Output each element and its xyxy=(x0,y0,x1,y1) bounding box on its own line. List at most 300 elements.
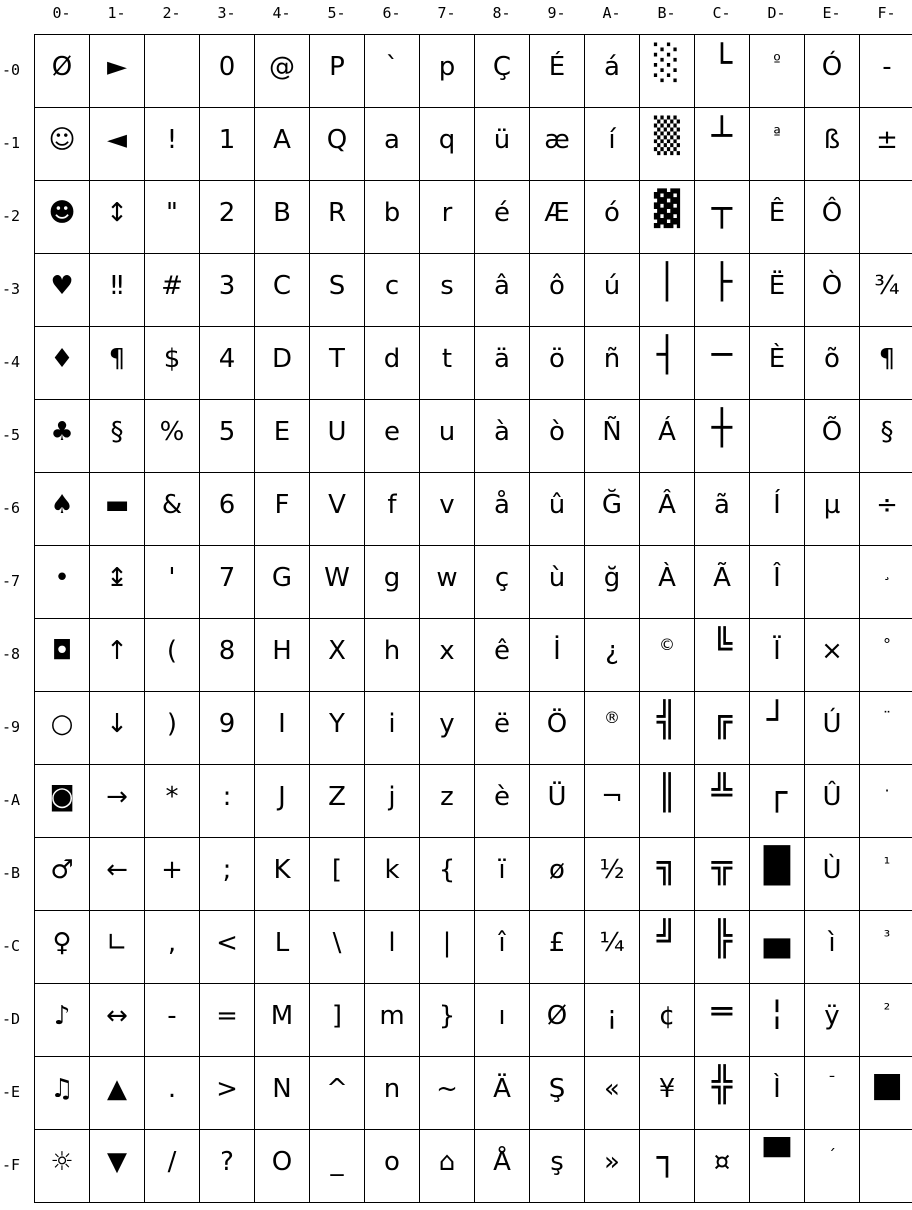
char-cell xyxy=(365,692,420,765)
char-cell xyxy=(145,911,200,984)
char-cell xyxy=(860,1130,912,1203)
char-cell xyxy=(640,35,695,108)
char-cell xyxy=(585,1130,640,1203)
char-cell xyxy=(310,765,365,838)
char-cell xyxy=(695,546,750,619)
char-cell xyxy=(420,400,475,473)
char-cell xyxy=(530,765,585,838)
column-header: 1- xyxy=(107,4,126,22)
char-glyph: Ë xyxy=(768,271,786,301)
char-glyph: ÿ xyxy=(824,1001,840,1031)
char-glyph: ı xyxy=(498,1001,506,1031)
char-glyph: ─ xyxy=(711,335,733,375)
char-glyph: ╠ xyxy=(711,919,733,959)
char-glyph: ± xyxy=(876,125,898,155)
char-cell xyxy=(805,692,860,765)
char-glyph: ☺ xyxy=(48,125,76,155)
char-glyph: µ xyxy=(823,490,841,520)
char-glyph: ♠ xyxy=(50,490,74,520)
char-glyph: © xyxy=(659,635,675,654)
char-cell xyxy=(585,1057,640,1130)
char-glyph: Ò xyxy=(821,271,843,301)
char-glyph: ↑ xyxy=(106,636,128,666)
char-cell xyxy=(420,473,475,546)
char-cell xyxy=(310,838,365,911)
char-cell xyxy=(585,911,640,984)
char-glyph: § xyxy=(110,417,124,447)
char-glyph: ┌ xyxy=(766,773,788,813)
char-glyph: ◄ xyxy=(107,125,127,155)
char-cell xyxy=(585,984,640,1057)
char-cell xyxy=(750,838,805,911)
char-glyph: ╬ xyxy=(711,1065,733,1105)
char-glyph: | xyxy=(442,928,452,958)
char-cell xyxy=(860,911,912,984)
char-glyph: ú xyxy=(603,271,621,301)
char-glyph: Ö xyxy=(546,709,568,739)
char-cell xyxy=(255,181,310,254)
char-cell xyxy=(475,911,530,984)
char-glyph: Æ xyxy=(544,198,570,228)
char-glyph: s xyxy=(440,271,454,301)
char-cell xyxy=(695,327,750,400)
column-header: 0- xyxy=(52,4,71,22)
char-cell xyxy=(475,400,530,473)
char-glyph: Ì xyxy=(773,1074,781,1104)
char-cell xyxy=(35,1130,90,1203)
char-glyph: À xyxy=(658,563,676,593)
char-cell xyxy=(695,619,750,692)
row-header: -8 xyxy=(2,645,21,663)
char-glyph: Ã xyxy=(713,563,731,593)
char-cell xyxy=(200,911,255,984)
char-glyph: J xyxy=(278,782,286,812)
char-cell xyxy=(750,984,805,1057)
char-cell xyxy=(585,619,640,692)
char-cell xyxy=(805,108,860,181)
char-glyph: r xyxy=(441,198,453,228)
char-glyph: ○ xyxy=(50,709,74,739)
char-cell xyxy=(530,1057,585,1130)
char-cell xyxy=(530,473,585,546)
char-cell xyxy=(805,619,860,692)
char-glyph: ° xyxy=(883,635,891,654)
char-cell xyxy=(255,473,310,546)
char-glyph: ¦ xyxy=(771,992,783,1032)
char-glyph: * xyxy=(165,782,179,812)
char-glyph: P xyxy=(329,52,345,82)
char-glyph: ä xyxy=(494,344,510,374)
char-glyph: b xyxy=(383,198,401,228)
char-glyph: D xyxy=(271,344,293,374)
char-cell xyxy=(90,1057,145,1130)
char-glyph: ª xyxy=(773,124,781,143)
char-glyph: ∟ xyxy=(106,928,128,958)
char-cell xyxy=(640,546,695,619)
char-cell xyxy=(145,35,200,108)
char-glyph: [ xyxy=(331,855,343,885)
char-glyph: 1 xyxy=(218,125,236,155)
char-cell xyxy=(805,838,860,911)
char-cell xyxy=(200,254,255,327)
char-glyph: % xyxy=(159,417,185,447)
char-glyph: İ xyxy=(553,636,561,666)
char-glyph: ¸ xyxy=(883,562,891,581)
char-cell xyxy=(255,327,310,400)
char-cell xyxy=(145,181,200,254)
char-glyph: 3 xyxy=(218,271,236,301)
char-glyph: W xyxy=(324,563,350,593)
char-glyph: » xyxy=(604,1147,620,1177)
row-header: -F xyxy=(2,1156,21,1174)
char-cell xyxy=(695,1057,750,1130)
char-cell xyxy=(475,619,530,692)
char-glyph: 2 xyxy=(218,198,236,228)
char-cell xyxy=(200,35,255,108)
char-cell xyxy=(805,473,860,546)
char-cell xyxy=(145,838,200,911)
char-cell xyxy=(695,400,750,473)
char-glyph: i xyxy=(388,709,396,739)
char-cell xyxy=(90,254,145,327)
char-cell xyxy=(475,984,530,1057)
char-cell xyxy=(35,327,90,400)
char-cell xyxy=(200,1057,255,1130)
char-cell xyxy=(475,1130,530,1203)
char-glyph: 8 xyxy=(218,636,236,666)
char-glyph: ═ xyxy=(711,992,733,1032)
char-glyph: ╗ xyxy=(656,846,678,886)
char-cell xyxy=(530,619,585,692)
char-cell xyxy=(365,327,420,400)
char-glyph: ♫ xyxy=(50,1074,74,1104)
char-cell xyxy=(35,984,90,1057)
char-glyph: ¼ xyxy=(599,928,625,958)
char-glyph: ¬ xyxy=(601,782,623,812)
column-header: F- xyxy=(877,4,896,22)
char-glyph: Ä xyxy=(493,1074,511,1104)
column-header: 8- xyxy=(492,4,511,22)
char-glyph: ^ xyxy=(326,1074,348,1104)
char-cell xyxy=(750,911,805,984)
row-header: -6 xyxy=(2,499,21,517)
char-cell xyxy=(200,108,255,181)
char-cell xyxy=(365,911,420,984)
char-glyph: ┬ xyxy=(711,189,733,229)
char-cell xyxy=(420,838,475,911)
row-header: -A xyxy=(2,791,21,809)
char-glyph: ² xyxy=(883,1000,891,1019)
char-cell xyxy=(475,1057,530,1130)
char-glyph: ╦ xyxy=(711,846,733,886)
char-glyph: N xyxy=(272,1074,292,1104)
char-cell xyxy=(805,911,860,984)
char-cell xyxy=(420,1130,475,1203)
char-glyph: Ï xyxy=(773,636,781,666)
char-glyph: • xyxy=(54,563,70,593)
char-cell xyxy=(860,181,912,254)
char-glyph: ! xyxy=(166,125,178,155)
char-cell xyxy=(255,1130,310,1203)
char-cell xyxy=(640,108,695,181)
char-glyph: ù xyxy=(548,563,566,593)
char-cell xyxy=(585,473,640,546)
char-glyph: a xyxy=(384,125,400,155)
char-glyph: ⌂ xyxy=(438,1147,456,1177)
char-glyph: ? xyxy=(220,1147,234,1177)
char-cell xyxy=(255,400,310,473)
char-glyph: ‼ xyxy=(110,271,124,301)
row-header: -B xyxy=(2,864,21,882)
char-glyph: Y xyxy=(329,709,345,739)
char-cell xyxy=(255,765,310,838)
char-cell xyxy=(145,619,200,692)
column-header: C- xyxy=(712,4,731,22)
char-cell xyxy=(365,838,420,911)
char-cell xyxy=(90,35,145,108)
char-glyph: ` xyxy=(385,52,399,82)
char-cell xyxy=(310,473,365,546)
char-glyph: █ xyxy=(763,846,791,886)
char-cell xyxy=(585,838,640,911)
char-cell xyxy=(585,765,640,838)
char-cell xyxy=(750,546,805,619)
char-glyph: ┴ xyxy=(711,116,733,156)
char-glyph: Ü xyxy=(547,782,567,812)
char-glyph: ç xyxy=(494,563,510,593)
char-cell xyxy=(585,108,640,181)
char-cell xyxy=(35,838,90,911)
row-header: -3 xyxy=(2,280,21,298)
char-cell xyxy=(805,254,860,327)
char-glyph: R xyxy=(327,198,347,228)
char-glyph: â xyxy=(494,271,510,301)
char-glyph: k xyxy=(384,855,400,885)
char-cell xyxy=(90,765,145,838)
char-cell xyxy=(805,1130,860,1203)
char-cell xyxy=(365,400,420,473)
char-glyph: 9 xyxy=(218,709,236,739)
char-cell xyxy=(90,838,145,911)
char-cell xyxy=(530,254,585,327)
char-cell xyxy=(145,327,200,400)
char-cell xyxy=(200,765,255,838)
char-cell xyxy=(695,692,750,765)
char-cell xyxy=(310,619,365,692)
char-cell xyxy=(145,1130,200,1203)
char-glyph: → xyxy=(106,782,128,812)
char-glyph: , xyxy=(167,928,177,958)
char-glyph: - xyxy=(882,52,892,82)
char-cell xyxy=(805,1057,860,1130)
char-cell xyxy=(640,619,695,692)
char-glyph: O xyxy=(271,1147,293,1177)
char-cell xyxy=(860,984,912,1057)
column-header: 3- xyxy=(217,4,236,22)
char-cell xyxy=(695,984,750,1057)
char-glyph: ♀ xyxy=(52,928,72,958)
char-glyph: ↔ xyxy=(106,1001,128,1031)
char-glyph: Ê xyxy=(768,198,786,228)
row-header: -5 xyxy=(2,426,21,444)
char-glyph: ¡ xyxy=(606,1001,618,1031)
char-glyph: È xyxy=(768,344,786,374)
grid-row xyxy=(35,1130,912,1203)
char-glyph: ì xyxy=(828,928,836,958)
char-glyph: d xyxy=(383,344,401,374)
char-glyph: w xyxy=(436,563,458,593)
char-cell xyxy=(805,35,860,108)
char-glyph: @ xyxy=(269,52,295,82)
char-cell xyxy=(35,765,90,838)
char-glyph: ╝ xyxy=(656,919,678,959)
char-glyph: Â xyxy=(658,490,676,520)
char-cell xyxy=(310,984,365,1057)
char-cell xyxy=(200,619,255,692)
char-glyph: ¯ xyxy=(828,1073,836,1092)
char-glyph: ↕ xyxy=(106,198,128,228)
char-cell xyxy=(640,911,695,984)
column-headers xyxy=(0,0,912,34)
char-cell xyxy=(475,473,530,546)
char-cell xyxy=(365,765,420,838)
grid-row xyxy=(35,108,912,181)
char-glyph: ┼ xyxy=(711,408,733,448)
column-header: 9- xyxy=(547,4,566,22)
char-glyph: Ú xyxy=(822,709,842,739)
char-cell xyxy=(35,254,90,327)
char-cell xyxy=(420,911,475,984)
grid-row xyxy=(35,1057,912,1130)
char-glyph: ▀ xyxy=(763,1138,791,1178)
char-glyph: v xyxy=(439,490,455,520)
grid-row xyxy=(35,254,912,327)
char-glyph: ½ xyxy=(599,855,625,885)
char-glyph: ê xyxy=(494,636,510,666)
char-glyph: Í xyxy=(773,490,781,520)
char-glyph: å xyxy=(494,490,510,520)
char-glyph: ╚ xyxy=(711,627,733,667)
char-cell xyxy=(310,254,365,327)
char-cell xyxy=(585,35,640,108)
char-cell xyxy=(585,692,640,765)
char-cell xyxy=(145,984,200,1057)
char-glyph: & xyxy=(161,490,183,520)
char-cell xyxy=(200,984,255,1057)
char-glyph: ë xyxy=(494,709,510,739)
char-glyph: X xyxy=(328,636,346,666)
char-glyph: I xyxy=(278,709,286,739)
char-cell xyxy=(585,181,640,254)
char-glyph: û xyxy=(548,490,566,520)
char-cell xyxy=(90,1130,145,1203)
char-glyph: │ xyxy=(656,262,678,302)
char-glyph: / xyxy=(167,1147,177,1177)
char-cell xyxy=(255,1057,310,1130)
char-glyph: ┤ xyxy=(656,335,678,375)
char-glyph: K xyxy=(273,855,291,885)
char-glyph: ; xyxy=(222,855,232,885)
column-header: 6- xyxy=(382,4,401,22)
char-cell xyxy=(860,765,912,838)
char-glyph: ▲ xyxy=(107,1074,127,1104)
char-glyph: æ xyxy=(544,125,570,155)
column-header: 2- xyxy=(162,4,181,22)
char-cell xyxy=(805,181,860,254)
char-cell xyxy=(145,254,200,327)
char-cell xyxy=(310,911,365,984)
column-header: 4- xyxy=(272,4,291,22)
char-cell xyxy=(640,181,695,254)
char-cell xyxy=(255,254,310,327)
char-glyph: ░ xyxy=(653,43,681,83)
char-glyph: ) xyxy=(166,709,178,739)
char-cell xyxy=(420,1057,475,1130)
char-glyph: t xyxy=(441,344,453,374)
char-glyph: ' xyxy=(168,563,176,593)
char-cell xyxy=(200,546,255,619)
char-glyph: ┐ xyxy=(656,1138,678,1178)
char-cell xyxy=(35,400,90,473)
char-cell xyxy=(420,181,475,254)
row-header: -E xyxy=(2,1083,21,1101)
char-cell xyxy=(640,473,695,546)
char-glyph: ♥ xyxy=(50,271,74,301)
char-cell xyxy=(90,473,145,546)
char-glyph: Ñ xyxy=(602,417,622,447)
char-cell xyxy=(750,400,805,473)
grid-row xyxy=(35,692,912,765)
char-cell xyxy=(695,838,750,911)
char-cell xyxy=(475,35,530,108)
char-glyph: ´ xyxy=(828,1146,836,1165)
char-cell xyxy=(310,400,365,473)
char-cell xyxy=(310,692,365,765)
char-cell xyxy=(585,327,640,400)
char-glyph: ╣ xyxy=(656,700,678,740)
char-cell xyxy=(255,35,310,108)
row-header: -1 xyxy=(2,134,21,152)
char-glyph: Ş xyxy=(548,1074,566,1104)
char-cell xyxy=(145,765,200,838)
char-glyph: ³ xyxy=(883,927,891,946)
row-header: -9 xyxy=(2,718,21,736)
char-cell xyxy=(200,327,255,400)
char-glyph: § xyxy=(880,417,894,447)
char-cell xyxy=(255,108,310,181)
char-glyph: G xyxy=(271,563,293,593)
char-cell xyxy=(310,181,365,254)
char-cell xyxy=(35,473,90,546)
char-cell xyxy=(200,1130,255,1203)
char-cell xyxy=(35,692,90,765)
char-glyph: ▼ xyxy=(107,1147,127,1177)
char-cell xyxy=(365,254,420,327)
char-cell xyxy=(365,1130,420,1203)
char-glyph: Ó xyxy=(821,52,843,82)
char-cell xyxy=(750,181,805,254)
char-cell xyxy=(860,108,912,181)
char-glyph: õ xyxy=(824,344,840,374)
char-cell xyxy=(695,35,750,108)
char-glyph: Û xyxy=(822,782,842,812)
char-cell xyxy=(860,692,912,765)
char-glyph: ö xyxy=(549,344,565,374)
char-cell xyxy=(310,1130,365,1203)
char-cell xyxy=(90,984,145,1057)
char-cell xyxy=(695,181,750,254)
char-cell xyxy=(200,400,255,473)
